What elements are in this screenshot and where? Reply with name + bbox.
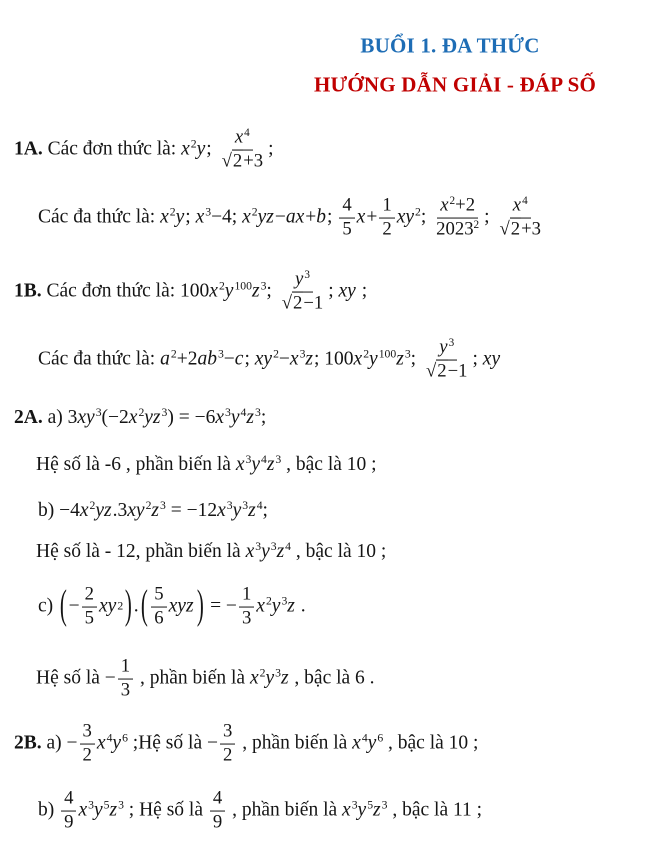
fraction: $\frac{y^3}{√2-1}$ (425, 336, 468, 382)
sqrt-radical: √2 (281, 292, 303, 314)
line-2a-b-answer: Hệ số là - 12, phần biến là $x^3y^3z^4$ , bậc là 10 ; (36, 539, 387, 562)
fraction: $\frac{4}{5}$ (339, 196, 354, 241)
fraction: $\frac{x^4}{√2+3}$ (221, 126, 264, 172)
fraction: $\frac{2}{5}$ (82, 585, 97, 630)
line-1b-polynomials: Các đa thức là: $a^2+2ab^3-c$; $xy^2-x^3z$; $100x^2y^{100}z^3$; $\frac{y^3}{√2-1}$ ; xy (38, 336, 501, 382)
sqrt-radical: √2 (499, 218, 521, 240)
sqrt-radical: √2 (425, 360, 447, 382)
line-2b-part-b: b) $\frac{4}{9}$ $x^3y^5z^3$ ; Hệ số là $\frac{4}{9}$ , phần biến là $x^3y^5z^3$ , bậc là 11 ; (38, 787, 483, 833)
line-2b-part-a: 2B. a) − $\frac{3}{2}$ $x^4y^6$ ;Hệ số là − $\frac{3}{2}$ , phần biến là $x^4y^6$ , bậc là 10 ; (14, 720, 479, 766)
page-subtitle: HƯỚNG DẪN GIẢI - ĐÁP SỐ (313, 72, 597, 97)
line-1b-monomials: 1B. Các đơn thức là: $100x^2y^{100}z^3$; $\frac{y^3}{√2-1}$ ; xy ; (14, 268, 368, 314)
fraction: $\frac{y^3}{√2-1}$ (281, 268, 324, 314)
fraction: $\frac{1}{3}$ (118, 657, 133, 702)
fraction: $\frac{5}{6}$ (151, 585, 166, 630)
paren-group: ( − $\frac{2}{5}$ xy 2 ) (59, 582, 132, 629)
line-2a-part-c: c) ( − $\frac{2}{5}$ xy 2 ) . ( $\frac{5}{6}$ xyz ) = − $\frac{1}{3}$ $x^2y^3z$ . (38, 582, 306, 629)
line-2a-part-b: $b) -4x^2yz.3xy^2z^3 = -12x^3y^3z^4$; (38, 498, 268, 521)
fraction: $\frac{4}{9}$ (61, 789, 76, 834)
line-1a-polynomials: Các đa thức là: $x^2y$; $x^3-4$; $x^2yz-ax+b$; $\frac{4}{5}$ x+ $\frac{1}{2}$ $xy^2$; $\frac{x^2+2}{2023^2}$ ; $\frac{x^4}{√2+3}$ (38, 196, 546, 241)
fraction: $\frac{4}{9}$ (210, 789, 225, 834)
line-2a-c-answer: Hệ số là − $\frac{1}{3}$ , phần biến là $x^2y^3z$ , bậc là 6 . (36, 655, 375, 701)
sqrt-radical: √2 (221, 150, 243, 172)
fraction: $\frac{x^4}{√2+3}$ (499, 194, 541, 240)
line-1a-monomials: 1A. Các đơn thức là: $x^2y$; $\frac{x^4}{√2+3}$ ; (14, 126, 274, 172)
line-2a-a-answer: Hệ số là -6 , phần biến là $x^3y^4z^3$ , bậc là 10 ; (36, 452, 377, 475)
fraction: $\frac{1}{2}$ (379, 196, 394, 241)
paren-group: ( $\frac{5}{6}$ xyz ) (140, 582, 204, 629)
fraction: $\frac{3}{2}$ (80, 722, 95, 767)
line-2a-part-a: 2A. a) $3xy^3(-2x^2yz^3) = -6x^3y^4z^3$; (14, 405, 267, 428)
fraction: $\frac{1}{3}$ (239, 585, 254, 630)
page-title: BUỔI 1. ĐA THỨC (360, 33, 540, 58)
fraction: $\frac{3}{2}$ (220, 722, 235, 767)
fraction: $\frac{x^2+2}{2023^2}$ (436, 194, 480, 240)
